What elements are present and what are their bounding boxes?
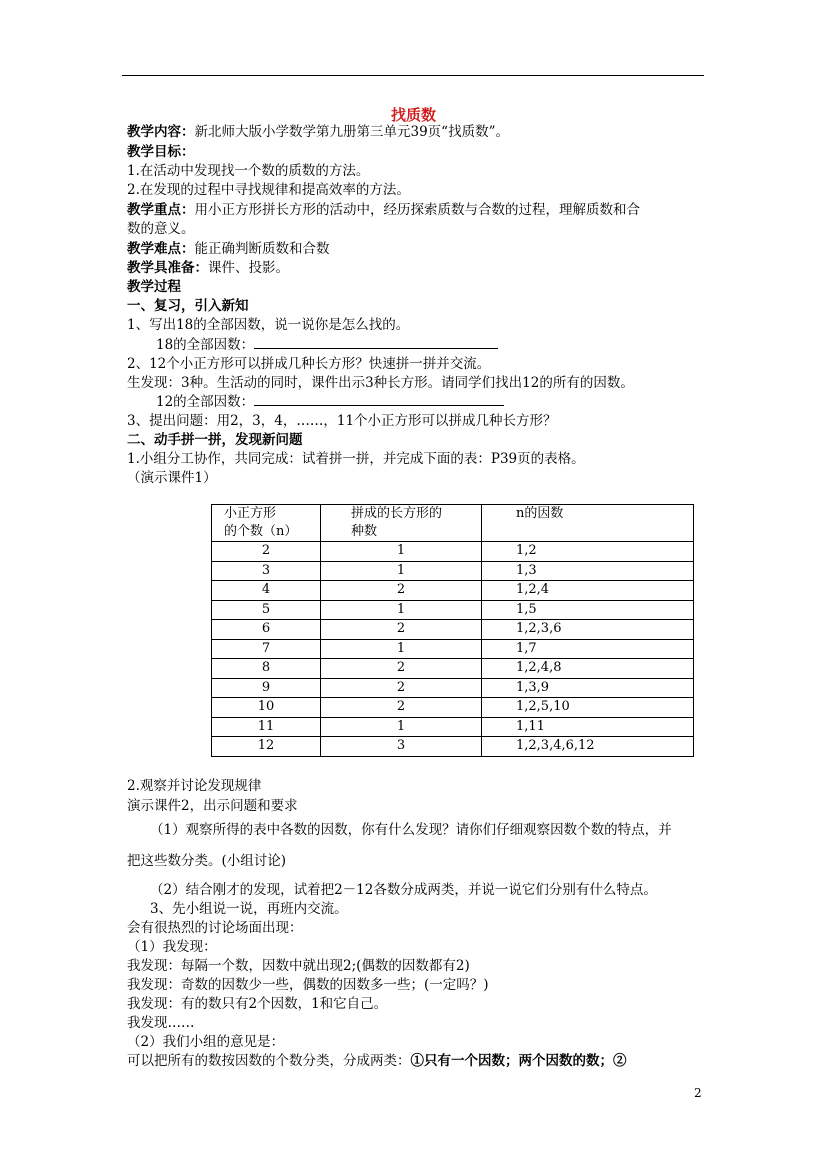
fill-label-18: 18的全部因数： xyxy=(156,337,255,353)
cell-kinds: 2 xyxy=(321,698,482,718)
cell-kinds: 2 xyxy=(321,581,482,601)
cell-count: 10 xyxy=(212,698,321,718)
table-row xyxy=(212,581,694,601)
fill-label-12: 12的全部因数： xyxy=(156,394,255,410)
cell-factors: 1,2,5,10 xyxy=(482,698,694,718)
finding-4: 我发现…… xyxy=(127,1015,195,1031)
cell-factors: 1,2,4,8 xyxy=(482,659,694,679)
cell-kinds: 2 xyxy=(321,678,482,698)
header-kinds: 拼成的长方形的 种数 xyxy=(351,506,443,539)
section-2-item-1: 1.小组分工协作，共同完成：试着拼一拼，并完成下面的表：P39页的表格。 xyxy=(127,451,585,467)
cell-count: 2 xyxy=(212,542,321,562)
section-1-heading: 一、复习，引入新知 xyxy=(127,298,249,314)
question-2-answer: 生发现：3种。生活动的同时，课件出示3种长方形。请同学们找出12的所有的因数。 xyxy=(127,375,634,391)
cell-count: 11 xyxy=(212,717,321,737)
cell-count: 3 xyxy=(212,561,321,581)
cell-count: 7 xyxy=(212,639,321,659)
factor-table xyxy=(211,504,694,757)
content-text: 新北师大版小学数学第九册第三单元39页“找质数”。 xyxy=(194,124,509,140)
prep-line xyxy=(127,259,289,278)
cell-factors: 1,2,3,6 xyxy=(482,620,694,640)
key-line xyxy=(127,201,640,220)
key-line-2: 数的意义。 xyxy=(127,221,195,237)
answer-blank xyxy=(254,393,504,406)
cell-kinds: 1 xyxy=(321,561,482,581)
goal-2: 2.在发现的过程中寻找规律和提高效率的方法。 xyxy=(127,182,410,198)
step-3b: （1）我发现： xyxy=(127,939,217,955)
content-line xyxy=(127,123,509,142)
cell-count: 6 xyxy=(212,620,321,640)
table-row xyxy=(212,659,694,679)
conclusion-text: 可以把所有的数按因数的个数分类，分成两类： xyxy=(127,1053,411,1069)
table-row xyxy=(212,542,694,562)
table-row xyxy=(212,600,694,620)
cell-factors: 1,2,4 xyxy=(482,581,694,601)
cell-kinds: 1 xyxy=(321,600,482,620)
cell-kinds: 2 xyxy=(321,620,482,640)
cell-factors: 1,3,9 xyxy=(482,678,694,698)
process-label: 教学过程 xyxy=(127,279,181,295)
key-text: 用小正方形拼长方形的活动中，经历探索质数与合数的过程，理解质数和合 xyxy=(194,202,640,218)
goal-1: 1.在活动中发现找一个数的质数的方法。 xyxy=(127,163,370,179)
page-number: 2 xyxy=(694,1086,702,1100)
difficulty-line xyxy=(127,240,330,259)
prompt-2: （2）结合刚才的发现，试着把2－12各数分成两类，并说一说它们分别有什么特点。 xyxy=(150,882,657,898)
section-2-item-1b: （演示课件1） xyxy=(127,470,217,486)
question-1: 1、写出18的全部因数，说一说你是怎么找的。 xyxy=(127,317,410,333)
conclusion-line xyxy=(127,1052,627,1071)
table-header-cell xyxy=(212,505,321,542)
cell-factors: 1,7 xyxy=(482,639,694,659)
step-3a: 会有很热烈的讨论场面出现： xyxy=(127,920,303,936)
step-3c: （2）我们小组的意见是： xyxy=(127,1034,285,1050)
table-header-row xyxy=(212,505,694,542)
prep-label: 教学具准备： xyxy=(127,260,208,276)
cell-factors: 1,2,3,4,6,12 xyxy=(482,737,694,757)
cell-factors: 1,3 xyxy=(482,561,694,581)
cell-count: 9 xyxy=(212,678,321,698)
header-factors: n的因数 xyxy=(516,506,564,521)
cell-count: 12 xyxy=(212,737,321,757)
table-row xyxy=(212,678,694,698)
cell-kinds: 1 xyxy=(321,639,482,659)
key-label: 教学重点： xyxy=(127,202,195,218)
cell-kinds: 2 xyxy=(321,659,482,679)
table-row xyxy=(212,639,694,659)
step-3: 3、先小组说一说，再班内交流。 xyxy=(150,901,348,917)
prep-text: 课件、投影。 xyxy=(208,260,289,276)
prompt-1: （1）观察所得的表中各数的因数，你有什么发现？请你们仔细观察因数个数的特点，并 xyxy=(150,822,672,838)
cell-count: 5 xyxy=(212,600,321,620)
content-label: 教学内容： xyxy=(127,124,195,140)
cell-factors: 1,2 xyxy=(482,542,694,562)
header-rule xyxy=(122,75,704,76)
goals-label: 教学目标： xyxy=(127,144,195,160)
cell-kinds: 1 xyxy=(321,542,482,562)
conclusion-bold: ①只有一个因数；两个因数的数；② xyxy=(410,1053,627,1069)
section-2-item-2b: 演示课件2，出示问题和要求 xyxy=(127,798,298,814)
section-2-heading: 二、动手拼一拼，发现新问题 xyxy=(127,432,303,448)
table-header-cell xyxy=(321,505,482,542)
prompt-1b: 把这些数分类。(小组讨论) xyxy=(127,853,287,869)
table-row xyxy=(212,717,694,737)
finding-3: 我发现：有的数只有2个因数，1和它自己。 xyxy=(127,996,388,1012)
difficulty-text: 能正确判断质数和合数 xyxy=(194,241,330,257)
table-row xyxy=(212,620,694,640)
difficulty-label: 教学难点： xyxy=(127,241,195,257)
cell-count: 4 xyxy=(212,581,321,601)
cell-factors: 1,5 xyxy=(482,600,694,620)
cell-factors: 1,11 xyxy=(482,717,694,737)
table-row xyxy=(212,737,694,757)
table-row xyxy=(212,561,694,581)
finding-1: 我发现：每隔一个数，因数中就出现2;(偶数的因数都有2) xyxy=(127,958,470,974)
header-count: 小正方形 的个数（n） xyxy=(224,506,298,539)
cell-count: 8 xyxy=(212,659,321,679)
cell-kinds: 1 xyxy=(321,717,482,737)
finding-2: 我发现：奇数的因数少一些，偶数的因数多一些；(一定吗？) xyxy=(127,977,489,993)
question-3: 3、提出问题：用2，3，4，……，11个小正方形可以拼成几种长方形？ xyxy=(127,413,557,429)
question-2: 2、12个小正方形可以拼成几种长方形？快速拼一拼并交流。 xyxy=(127,356,491,372)
question-1-fill xyxy=(156,336,498,355)
question-2-fill xyxy=(156,393,504,412)
cell-kinds: 3 xyxy=(321,737,482,757)
answer-blank xyxy=(254,336,498,349)
section-2-item-2: 2.观察并讨论发现规律 xyxy=(127,778,262,794)
table-row xyxy=(212,698,694,718)
table-header-cell xyxy=(482,505,694,542)
page-title: 找质数 xyxy=(390,106,436,124)
